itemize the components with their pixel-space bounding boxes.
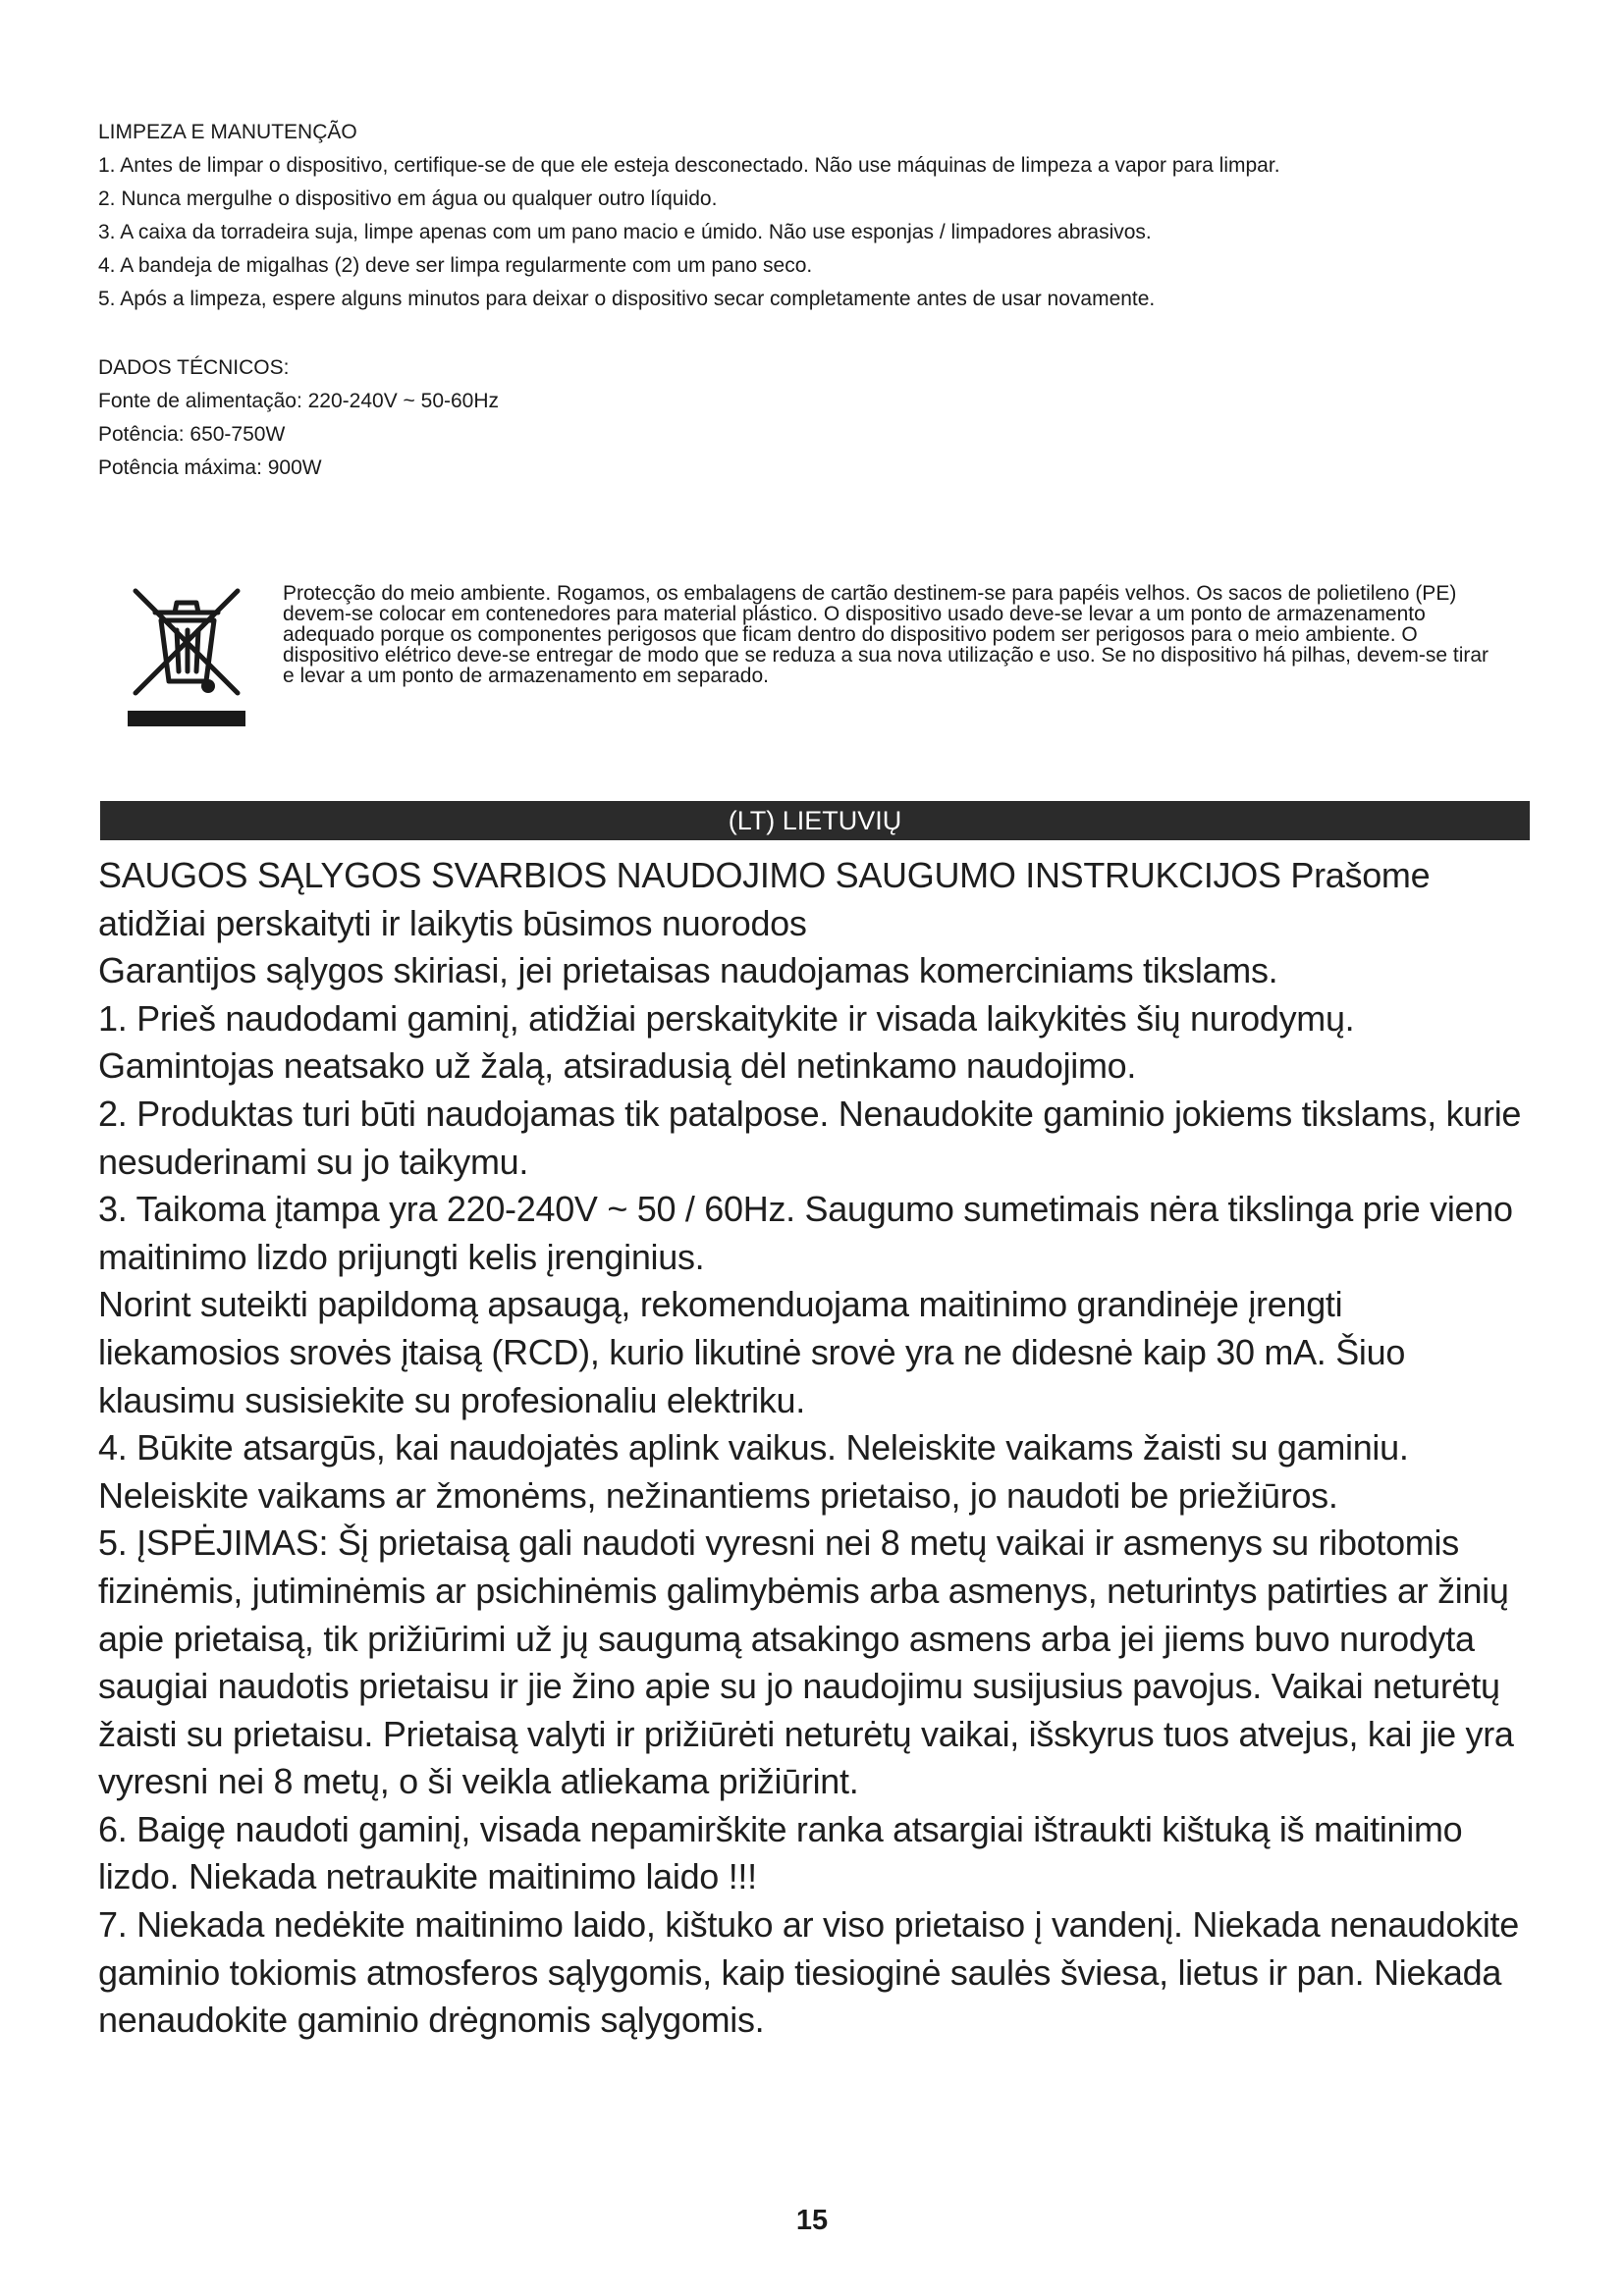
lt-paragraph: 3. Taikoma įtampa yra 220-240V ~ 50 / 60Hz. Saugumo sumetimais nėra tikslinga prie vieno maitinimo lizdo prijungti kelis įrenginius. [98, 1189, 1513, 1277]
crossed-out-wheelie-bin-icon [128, 583, 245, 730]
lt-paragraph: 7. Niekada nedėkite maitinimo laido, kištuko ar viso prietaiso į vandenį. Niekada nenaudokite gaminio tokiomis atmosferos sąlygomis, kaip tiesioginė saulės šviesa, lietus ir pan. Niekada nenaudokite gaminio drėgnomis sąlygomis. [98, 1904, 1519, 2041]
cleaning-heading: LIMPEZA E MANUTENÇÃO [98, 121, 357, 143]
power-spec: Potência: 650-750W [98, 423, 286, 446]
lt-paragraph: 5. ĮSPĖJIMAS: Šį prietaisą gali naudoti vyresni nei 8 metų vaikai ir asmenys su ribotomis fizinėmis, jutiminėmis ar psichinėmis galimybėmis arba asmenys, neturintys patirties ar žinių apie prietaisą, tik prižiūrimi už jų saugumą atsakingo asmens arba jei jiems buvo nurodyta saugiai naudotis prietaisu ir jie žino apie su jo naudojimu susijusius pavojus. Vaikai neturėtų žaisti su prietaisu. Prietaisą valyti ir prižiūrėti neturėtų vaikai, išskyrus tuos atvejus, kai jie yra vyresni nei 8 metų, o ši veikla atliekama prižiūrint. [98, 1522, 1514, 1802]
lt-paragraph: 1. Prieš naudodami gaminį, atidžiai perskaitykite ir visada laikykitės šių nurodymų. Gamintojas neatsako už žalą, atsiradusią dėl netinkamo naudojimo. [98, 997, 1355, 1087]
cleaning-item: 4. A bandeja de migalhas (2) deve ser limpa regularmente com um pano seco. [98, 254, 813, 277]
lt-paragraph: 4. Būkite atsargūs, kai naudojatės aplink vaikus. Neleiskite vaikams žaisti su gaminiu. Neleiskite vaikams ar žmonėms, nežinantiems prietaiso, jo naudoti be priežiūros. [98, 1427, 1409, 1516]
lt-safety-instructions [98, 852, 1532, 2045]
lt-paragraph: Norint suteikti papildomą apsaugą, rekomenduojama maitinimo grandinėje įrengti liekamosios srovės įtaisą (RCD), kurio likutinė srovė yra ne didesnė kaip 30 mA. Šiuo klausimu susisiekite su profesionaliu elektriku. [98, 1284, 1406, 1420]
max-power-spec: Potência máxima: 900W [98, 456, 322, 479]
power-supply-spec: Fonte de alimentação: 220-240V ~ 50-60Hz [98, 390, 500, 412]
cleaning-item: 5. Após a limpeza, espere alguns minutos para deixar o dispositivo secar completamente antes de usar novamente. [98, 288, 1156, 310]
environment-notice [128, 583, 1532, 760]
section-header-lt: (LT) LIETUVIŲ [100, 801, 1530, 840]
technical-heading: DADOS TÉCNICOS: [98, 356, 290, 379]
cleaning-item: 1. Antes de limpar o dispositivo, certifique-se de que ele esteja desconectado. Não use máquinas de limpeza a vapor para limpar. [98, 154, 1280, 177]
technical-data-section [98, 351, 1512, 485]
cleaning-item: 3. A caixa da torradeira suja, limpe apenas com um pano macio e úmido. Não use esponjas / limpadores abrasivos. [98, 221, 1152, 243]
lt-paragraph: SAUGOS SĄLYGOS SVARBIOS NAUDOJIMO SAUGUMO INSTRUKCIJOS Prašome atidžiai perskaityti ir laikytis būsimos nuorodos [98, 855, 1431, 943]
page-number: 15 [795, 2205, 829, 2236]
environment-text: Protecção do meio ambiente. Rogamos, os embalagens de cartão destinem-se para papéis velhos. Os sacos de polietileno (PE) devem-se colocar em contenedores para material plástico. O dispositivo usado deve-se levar a um ponto de armazenamento adequado porque os componentes perigosos que ficam dentro do dispositivo podem ser perigosos para o meio ambiente. O dispositivo elétrico deve-se entregar de modo que se reduza a sua nova utilização e uso. Se no dispositivo há pilhas, devem-se tirar e levar a um ponto de armazenamento em separado. [283, 582, 1489, 687]
lt-paragraph: 6. Baigę naudoti gaminį, visada nepamirškite ranka atsargiai ištraukti kištuką iš maitinimo lizdo. Niekada netraukite maitinimo laido !!! [98, 1808, 1463, 1897]
cleaning-item: 2. Nunca mergulhe o dispositivo em água ou qualquer outro líquido. [98, 187, 718, 210]
lt-paragraph: Garantijos sąlygos skiriasi, jei prietaisas naudojamas komerciniams tikslams. [98, 950, 1278, 991]
cleaning-section [98, 116, 1512, 316]
lt-paragraph: 2. Produktas turi būti naudojamas tik patalpose. Nenaudokite gaminio jokiems tikslams, kurie nesuderinami su jo taikymu. [98, 1093, 1522, 1182]
